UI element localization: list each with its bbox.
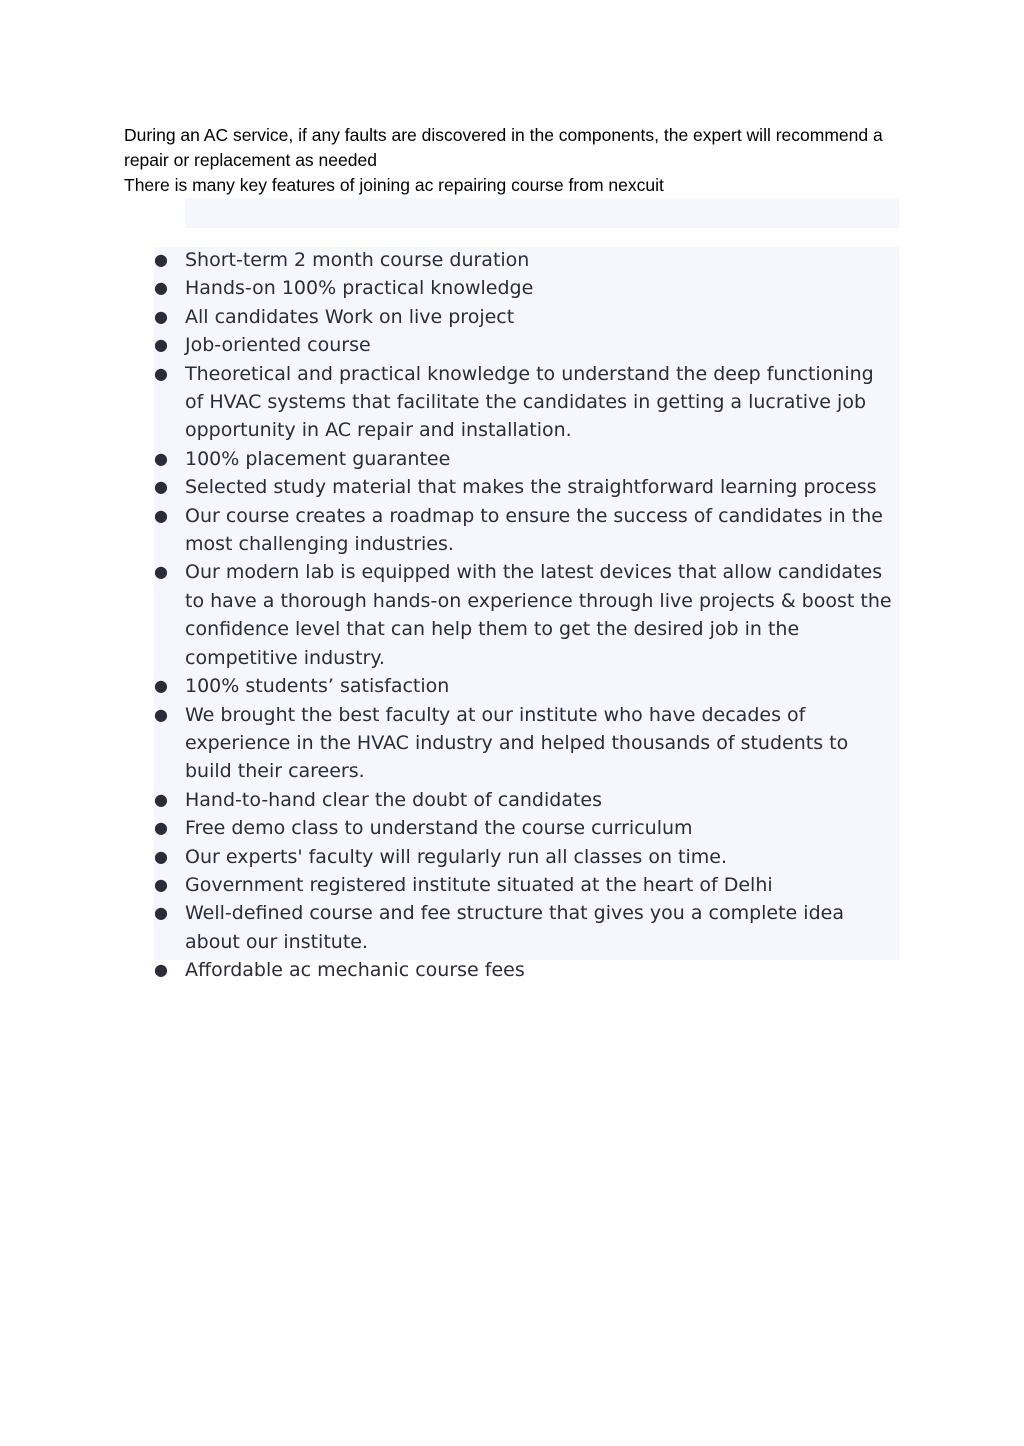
- bullet-icon: ●: [154, 278, 168, 298]
- list-item: [154, 899, 899, 956]
- bullet-icon: ●: [154, 846, 168, 866]
- list-item-text: Our course creates a roadmap to ensure the success of candidates in the most challenging industries.: [185, 504, 883, 556]
- list-item: [154, 360, 899, 445]
- list-item: [154, 701, 899, 786]
- bullet-icon: ●: [154, 335, 168, 355]
- list-item-text: Selected study material that makes the straightforward learning process: [185, 476, 877, 499]
- list-item-text: Well-defined course and fee structure that gives you a complete idea about our institute.: [185, 902, 844, 953]
- list-item: [154, 558, 899, 672]
- bullet-icon: ●: [154, 306, 168, 326]
- bullet-icon: ●: [154, 505, 168, 525]
- empty-shaded-line: [185, 198, 899, 228]
- list-item: [154, 814, 899, 842]
- bullet-icon: ●: [154, 818, 168, 838]
- features-list: [154, 246, 899, 985]
- bullet-icon: ●: [154, 562, 168, 582]
- intro-paragraph-service: During an AC service, if any faults are discovered in the components, the expert will recommend a repair or replacement as needed: [124, 125, 883, 170]
- list-item-text: Hand-to-hand clear the doubt of candidates: [185, 788, 602, 811]
- list-item: [154, 445, 899, 473]
- list-item-text: Hands-on 100% practical knowledge: [185, 277, 534, 300]
- list-item: [154, 331, 899, 359]
- list-item: [154, 843, 899, 871]
- list-item: [154, 274, 899, 302]
- list-item-text: Theoretical and practical knowledge to understand the deep functioning of HVAC systems that facilitate the candidates in getting a lucrative job opportunity in AC repair and installation.: [185, 362, 874, 442]
- list-item-text: Government registered institute situated at the heart of Delhi: [185, 873, 773, 896]
- list-item-text: Our modern lab is equipped with the latest devices that allow candidates to have a thorough hands-on experience through live projects & boost the confidence level that can help them to get the desired job in the competitive industry.: [185, 561, 892, 669]
- bullet-icon: ●: [154, 448, 168, 468]
- bullet-icon: ●: [154, 960, 168, 980]
- intro-paragraph-features: There is many key features of joining ac repairing course from nexcuit: [124, 175, 664, 195]
- bullet-icon: ●: [154, 363, 168, 383]
- list-item: [154, 502, 899, 559]
- list-item: [154, 786, 899, 814]
- bullet-icon: ●: [154, 704, 168, 724]
- list-item: [154, 473, 899, 501]
- intro-text: [124, 123, 884, 198]
- bullet-icon: ●: [154, 903, 168, 923]
- list-item: [154, 303, 899, 331]
- list-item-text: Our experts' faculty will regularly run all classes on time.: [185, 845, 727, 868]
- bullet-icon: ●: [154, 874, 168, 894]
- list-item-text: 100% placement guarantee: [185, 447, 451, 470]
- list-item-text: We brought the best faculty at our institute who have decades of experience in the HVAC industry and helped thousands of students to build their careers.: [185, 703, 849, 783]
- bullet-icon: ●: [154, 250, 168, 269]
- list-item-text: Short-term 2 month course duration: [185, 249, 530, 271]
- list-item: [154, 956, 899, 984]
- bullet-icon: ●: [154, 789, 168, 809]
- list-item: [154, 871, 899, 899]
- list-item-text: Affordable ac mechanic course fees: [185, 959, 525, 982]
- list-item-text: Free demo class to understand the course curriculum: [185, 817, 693, 840]
- bullet-icon: ●: [154, 676, 168, 696]
- list-item-text: Job-oriented course: [185, 334, 371, 357]
- bullet-icon: ●: [154, 477, 168, 497]
- list-item-text: All candidates Work on live project: [185, 305, 515, 328]
- list-item-text: 100% students’ satisfaction: [185, 675, 450, 698]
- list-item: [154, 672, 899, 700]
- list-item: [154, 246, 899, 274]
